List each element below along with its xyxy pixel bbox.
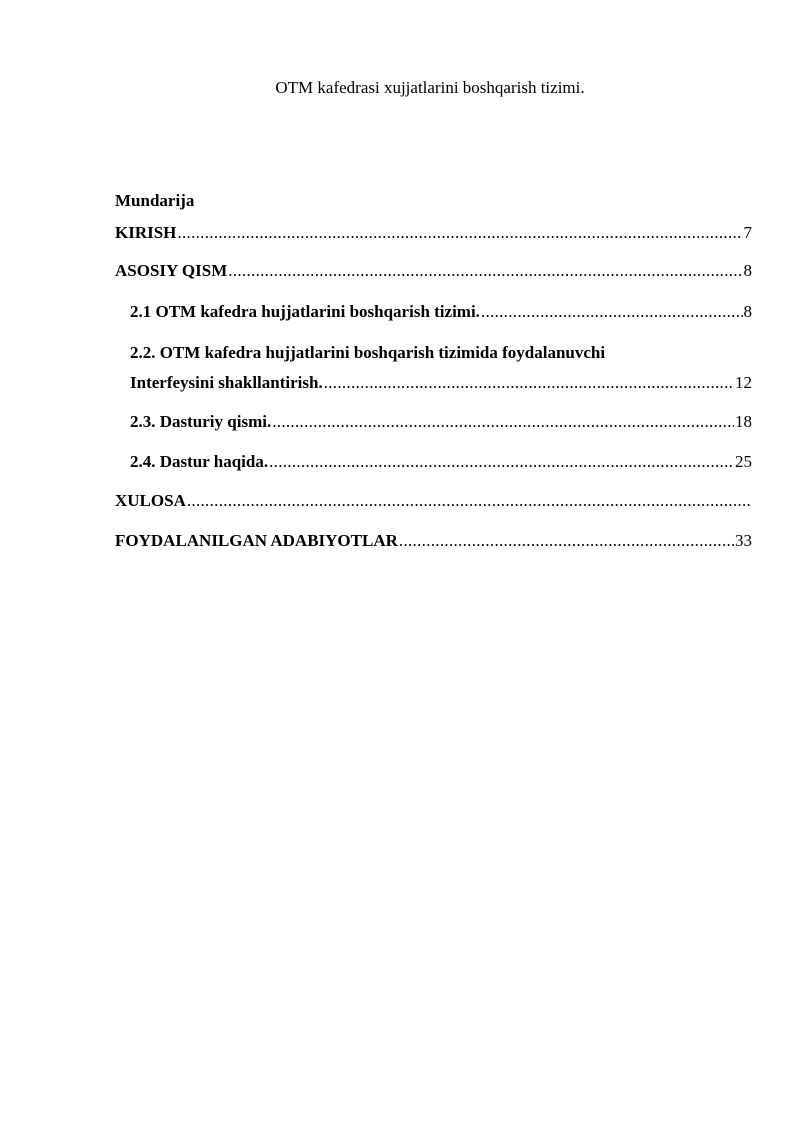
toc-entry-label: FOYDALANILGAN ADABIYOTLAR	[115, 531, 398, 550]
toc-page-number: 33	[735, 531, 752, 550]
toc-entry-label: XULOSA	[115, 491, 186, 510]
toc-entry-label: KIRISH	[115, 223, 177, 242]
toc-entry-kirish[interactable]	[115, 222, 752, 244]
toc-heading: Mundarija	[115, 191, 195, 210]
toc-dot-leader	[399, 530, 734, 552]
toc-dot-leader	[187, 490, 751, 512]
toc-entry-section-2-3[interactable]	[130, 411, 752, 433]
toc-dot-leader	[324, 372, 734, 394]
toc-entry-asosiy-qism[interactable]	[115, 260, 752, 282]
toc-page-number: 12	[735, 373, 752, 392]
toc-entry-section-2-2[interactable]	[130, 372, 752, 394]
toc-entry-label: 2.4. Dastur haqida.	[130, 452, 269, 471]
toc-entry-label: Interfeysini shakllantirish.	[130, 373, 323, 392]
toc-dot-leader	[272, 411, 734, 433]
toc-page-number: 25	[735, 452, 752, 471]
toc-dot-leader	[481, 301, 743, 323]
toc-dot-leader	[269, 451, 734, 473]
toc-entry-section-2-4[interactable]	[130, 451, 752, 473]
toc-entry-label: 2.1 OTM kafedra hujjatlarini boshqarish tizimi.	[130, 302, 480, 321]
toc-entry-section-2-1[interactable]	[130, 301, 752, 323]
toc-dot-leader	[228, 260, 742, 282]
toc-page-number: 8	[743, 302, 752, 321]
toc-page-number: 18	[735, 412, 752, 431]
toc-page-number: 8	[743, 261, 752, 280]
toc-entry-xulosa[interactable]	[115, 490, 752, 512]
document-title: OTM kafedrasi xujjatlarini boshqarish tizimi.	[275, 78, 585, 97]
toc-entry-label: 2.3. Dasturiy qismi.	[130, 412, 272, 431]
toc-page-number: 7	[743, 223, 752, 242]
toc-dot-leader	[177, 222, 742, 244]
toc-entry-section-2-2-line1[interactable]: 2.2. OTM kafedra hujjatlarini boshqarish tizimida foydalanuvchi	[130, 343, 606, 362]
toc-entry-label: ASOSIY QISM	[115, 261, 228, 280]
toc-entry-foydalanilgan-adabiyotlar[interactable]	[115, 530, 752, 552]
